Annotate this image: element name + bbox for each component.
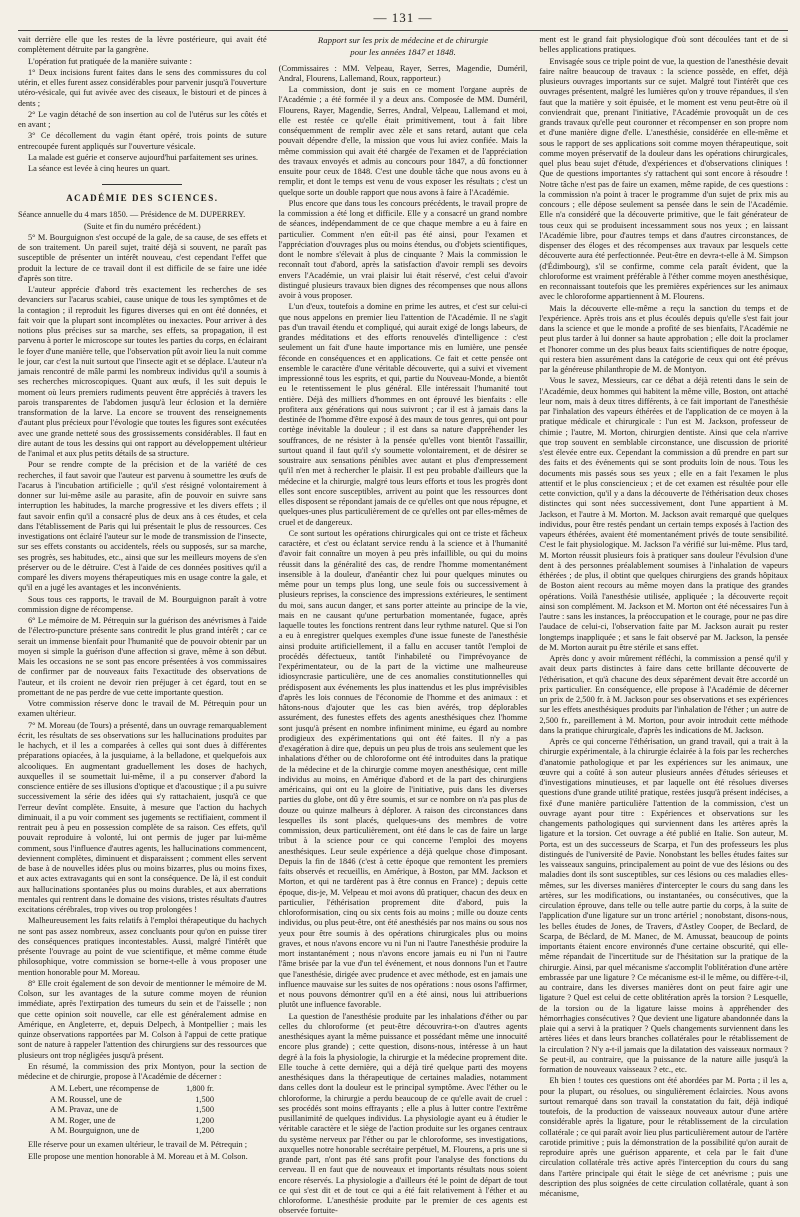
paragraph: Elle réserve pour un examen ultérieur, le travail de M. Pétrequin ; — [28, 1140, 248, 1150]
paragraph: L'un d'eux, toutefois a domine en prime les autres, et c'est sur celui-ci que nous appelons en premier lieu l'attention de l'Académie. Il ne s'agit pas d'un travail étendu et compliqué, qui aurait exigé de longs labeurs, de grandes méditations et des efforts renouvelés d'intelligence : c'est seulement un fait d'une haute importance mis en lumière, une pensée féconde en conséquences et en applications. Ce fait et cette pensée ont ensemble le caractère d'une véritable découverte, qui a suivi et vivement impressionné tous les esprits, et qui, partie du Nouveau-Monde, a bientôt eu le retentissement le plus général. Elle intéressait l'humanité tout entière. Déjà des milliers d'hommes en ont éprouvé les bienfaits : elle profitera aux générations qui nous suivront ; car il est à jamais dans la destinée de l'homme d'être exposé à des maux de tous genres, qui ont pour cortège inévitable la douleur ; il est dans sa nature d'appréhender les souffrances, de ne résister à la pensée qu'elles vont bientôt l'assaillir, surtout quand il faut qu'il s'y soumette volontairement, et de désirer se soustraire aux sensations pénibles avec autant et plus d'empressement qu'il n'en met à rechercher le plaisir. Il est peu probable d'ailleurs que la médecine et la chirurgie, malgré tous leurs efforts et tous les progrès dont elles sont encore susceptibles, arrivent au point que les ressources dont elles disposent se répondant jamais de ce qu'elles ont que nous répugne, et quelques-unes plus particulièrement de ce qu'elles ont par elles-mêmes de cruel et de dangereux. — [278, 302, 528, 527]
paragraph: La séance est levée à cinq heures un quart. — [28, 164, 171, 173]
prize-amount: 1,200 — [195, 1115, 214, 1125]
prize-row — [48, 1095, 216, 1105]
column-2-body — [279, 85, 528, 1217]
commission-members: (Commissaires : MM. Velpeau, Rayer, Serres, Magendie, Duméril, Andral, Flourens, Lallemand, Roux, rapporteur.) — [278, 63, 528, 83]
paragraph: En résumé, la commission des prix Montyon, pour la section de médecine et de chirurgie, propose à l'Académie de décerner : — [18, 1061, 267, 1082]
paragraph: Pour se rendre compte de la précision et de la variété de ces recherches, il faut savoir que l'auteur est parvenu à soumettre les œufs de l'acarus à l'incubation artificielle ; qu'il s'est résigné volontairement à donner sur lui-même asile au parasite, afin de pouvoir en suivre sans interruption les habitudes, la marche progressive et les divers effets ; il faut savoir enfin qu'il a consacré plus de deux ans à ces études, et cela dans l'établissement de Paris qui lui présentait le plus de ressources. Ces investigations ont éclairé l'auteur sur le mode de transmission de l'insecte, sur ses effets constants ou accidentels, réels ou supposés, sur sa marche, ses progrès, ses habitudes, etc., ainsi que sur les meilleurs moyens de s'en préserver ou de le détruire. C'est à l'aide de ces données positives qu'il a comparé les divers moyens thérapeutiques mis en usage contre la gale, et qu'il en a jugé les avantages et les inconvénients. — [18, 460, 267, 593]
paragraph: Vous le savez, Messieurs, car ce débat a déjà retenti dans le sein de l'Académie, deux hommes qui habitent la même ville, Boston, ont attaché leur nom, mais à deux titres différents, à ce fait important de l'anesthésie par l'inhalation des vapeurs éthérées et de l'application de ce moyen à la pratique médicale et chirurgicale : l'un est M. Jackson, professeur de chimie ; l'autre, M. Morton, chirurgien dentiste. Ainsi que cela n'arrive que trop souvent en semblable circonstance, une discussion de priorité s'est élevée entre eux. Cependant la commission a dû prendre en part sur des faits et des événements qui se sont produits loin de nous. Tous les documents mis passés sous ses yeux ; elle en a fait l'examen le plus attentif et le plus consciencieux ; et de cet examen est résultée pour elle cette conviction, qu'il y a dans la découverte de l'éthérisation deux choses distinctes qui sont nées successivement, dont l'une appartient à M. Jackson, et l'autre à M. Morton. M. Jackson avait remarqué que quelques individus, pour être restés pendant un certain temps exposés à l'action des vapeurs éthérées, avaient été momentanément privés de toute sensibilité. C'est le fait physiologique. M. Jackson l'a vérifié sur lui-même. Plus tard, M. Morton réussit plusieurs fois à pratiquer sans douleur l'évulsion d'une dent à des personnes préalablement soumises à l'inhalation de vapeurs éthérées ; de plus, il obtint que quelques chirurgiens des grands hôpitaux de Boston aient recours au même moyen dans la pratique des grandes opérations. Voilà l'anesthésie utilisée, appliquée ; la découverte reçoit ainsi son complément. M. Jackson et M. Morton ont été nécessaires l'un à l'autre : sans les instances, la préoccupation et le courage, pour ne pas dire l'audace de celui-ci, l'observation faite par M. Jackson aurait pu rester longtemps inappliquée ; et sans le fait observé par M. Jackson, la pensée de M. Morton aurait pu être stérile et sans effet. — [539, 376, 789, 652]
paragraph: Après ce qui concerne l'éthérisation, un grand travail, qui a trait à la chirurgie expérimentale, à la chirurgie éclairée à la fois par les recherches d'anatomie pathologique et par les expériences sur les animaux, une œuvre qui a coûté à son auteur plusieurs années d'études sérieuses et d'investigations minutieuses, et par laquelle ont été résolues diverses questions d'une grande utilité pratique, restées jusqu'à présent indécises, a fixé d'une manière particulière l'attention de la commission, c'est un ouvrage ayant pour titre : Expériences et observations sur les changements pathologiques qui surviennent dans les artères après la ligature et la torsion. Cet ouvrage a été publié en Italie. Son auteur, M. Porta, est un des successeurs de Scarpa, et l'un des professeurs les plus distingués de l'université de Pavie. Nonobstant les belles études faites sur les vaisseaux sanguins, principalement au point de vue des lésions ou des maladies dont ils sont susceptibles, sur ces lésions ou ces maladies elles-mêmes, sur les diverses manières d'intercepter le cours du sang dans les artères, sur les modifications, ou instantanées, ou consécutives, que la circulation éprouve, dans telle ou telle autre partie du corps, à la suite de l'application d'une ligature sur un tronc artériel ; nonobstant, disons-nous, les belles études de Jones, de Travers, d'Astley Cooper, de Beclard, de Scarpa, de Béclard, de M. Manec, de M. Amussat, beaucoup de points importants étaient encore environnés d'une certaine obscurité, qui elle-même répandait de l'incertitude sur de l'hésitation sur la pratique de la chirurgie. Ainsi, par quel mécanisme s'accomplit l'oblitération d'une artère embrassée par une ligature ? Ce mécanisme est-il le même, ou diffère-t-il, au contraire, dans les diverses manières dont on peut faire agir une ligature ? Quel est celui de cette oblitération après la torsion ? Lesquelle, de la torsion ou de la ligature laisse moins à appréhender des hémorrhagies consécutives ? Que devient une ligature abandonnée dans la plaie qui a servi à la pratiquer ? Quels changements surviennent dans les artères liées et dans leurs branches collatérales pour le rétablissement de la circulation ? N'y a-t-il jamais que la dilatation des vaisseaux normaux ? Se peut-il, au contraire, que la puissance de la nature aille jusqu'à la formation de nouveaux vaisseaux ? etc., etc. — [539, 737, 789, 1074]
section-divider — [102, 184, 182, 185]
prize-recipient: A M. Pravaz, une de — [50, 1105, 119, 1115]
columns — [18, 35, 789, 1216]
paragraph: 2° Le vagin détaché de son insertion au col de l'utérus sur les côtés et en avant ; — [18, 109, 267, 129]
paragraph: 7° M. Moreau (de Tours) a présenté, dans un ouvrage remarquablement écrit, les résultats de ses observations sur les hallucinations produites par le hachych, et il les a comparées à celles qui sont dues à différentes préparations opiacées, à la jusquiame, à la belladone, et quelquefois aux alcooliques. En augmentant graduellement les doses de hachych, auxquelles il se soumettait lui-même, il a pu conserver d'abord la conscience entière de ses illusions d'optique et d'acoustique ; il a pu suivre successivement la série des idées qui s'y rattachaient, jusqu'à ce que l'erreur devînt complète. Ensuite, à mesure que l'action du hachych diminuait, il a pu voir comment ses jugements se rectifiaient, comment il rentrait peu à peu en possession complète de sa raison. Ces effets, qu'il pouvait reproduire à volonté, lui ont permis de juger par lui-même comment, sous l'influence d'autres agents, les hallucinations commencent, deviennent complètes, diminuent et disparaissent ; comment elles servent de base à de nouvelles idées plus ou moins bizarres, plus ou moins fixes, et aux actes extravagants qui en sont la conséquence. De là, il est conduit aux hallucinations spontanées plus ou moins durables, et aux aberrations mentales qui rentrent dans le domaine des visions, tristes résultats d'autres excitations cérébrales, trop vives ou trop prolongées ! — [18, 720, 267, 915]
paragraph: Ce sont surtout les opérations chirurgicales qui ont ce triste et fâcheux caractère, et c'est ou éclatant service rendu à la science et à l'humanité d'avoir fait connaître un moyen à peu près infaillible, ou qui du moins réussit dans la généralité des cas, de rendre l'homme momentanément insensible à la douleur, d'anéantir chez lui pour quelques minutes ou même pour un temps plus long, une seule fois ou successivement à plusieurs reprises, la conscience des impressions extérieures, le sentiment du moi, sans aucun danger, et sans porter atteinte au principe de la vie, mais en ne causant qu'une perturbation momentanée, fugace, après laquelle toutes les fonctions rentrent dans leur rythme naturel. Que si l'on a eu à enregistrer quelques exemples d'une issue funeste de l'anesthésie ainsi produite artificiellement, il a fallu en accuser tantôt l'emploi de procédés défectueux, tantôt l'inhabileté ou l'imprévoyance de l'expérimentateur, ou de la part de la victime une malheureuse idiosyncrasie particulière, une de ces anomalies constitutionnelles qui prédisposent aux événements les plus inattendus et les plus imprévisibles d'après les lois connues de l'économie de l'homme et des animaux : et hâtons-nous d'ajouter que les cas bien avérés, trop déplorables assurément, des funestes effets des agents anesthésiques chez l'homme sont jusqu'à présent en nombre infiniment minime, eu égard au nombre prodigieux des expérimentations qui ont été faites. Il n'y a pas d'exagération à dire que, depuis un peu plus de trois ans seulement que les inhalations d'éther ou de chloroforme ont été introduites dans la pratique de la médecine et de la chirurgie comme moyen anesthésique, cent mille individus au moins, en Amérique d'abord et de la part des chirurgiens américains, qui ont eu la gloire de l'initiative, puis dans les diverses parties du globe, ont dû y être soumis, et sur ce nombre on n'a pas plus de douze ou quinze malheurs à déplorer. A raison des circonstances dans lesquelles ils sont placés, quelques-uns des membres de votre commission, deux particulièrement, ont été dans le cas de faire un large tribut à la science pour ce qui concerne l'emploi des moyens anesthésiques. Leur seule expérience a déjà quelque chose d'imposant. Depuis la fin de 1846 (c'est à cette époque que remontent les premiers faits observés et recueillis, en Amérique, à Boston, par MM. Jackson et Morton, et qui ne tardèrent pas à être connus en France) ; depuis cette époque, dis-je, M. Velpeau et moi avons dû pratiquer, chacun des deux en particulier, l'éthérisation proprement dite d'abord, puis la chloroformisation, cinq ou six cents fois au moins ; mille ou douze cents individus, ou plus peut-être, ont été anesthésiés par nos mains ou sous nos yeux pour être soumis à des opérations chirurgicales plus ou moins graves, et nous n'avons encore vu ni l'un ni l'autre l'anesthésie produire la mort instantanément ; nous n'avons encore jamais eu ni l'un ni l'autre l'âme brisée par la vue d'un tel événement, et nous donnons l'un et l'autre que l'anesthésie, dirigée avec prudence et avec méthode, est en jamais une influence mauvaise sur les suites de nos opérations : nous osons l'affirmer, et nous pouvons démontrer qu'il en a été ainsi, nous lui attribuerions plutôt une influence favorable. — [278, 528, 528, 1010]
column-1-top-paragraphs — [18, 35, 267, 174]
prize-amount: 1,200 — [195, 1126, 214, 1135]
prize-amount: 1,500 — [195, 1094, 214, 1104]
column-1-closing — [18, 1140, 267, 1162]
prize-row — [48, 1126, 216, 1136]
paragraph: La malade est guérie et conserve aujourd'hui parfaitement ses urines. — [28, 152, 258, 162]
continued-note: (Suite et fin du numéro précédent.) — [83, 221, 201, 231]
prize-row — [48, 1105, 216, 1115]
column-1 — [18, 35, 267, 1161]
prize-recipient: A M. Bourguignon, une de — [50, 1126, 140, 1135]
paragraph: L'auteur apprécie d'abord très exactement les recherches de ses devanciers sur l'acarus scabiei, cause unique de tous les symptômes et de la contagion ; il reproduit les figures diverses qui en ont été données, et fait voir que la plupart sont incomplètes ou inexactes. Pour arriver à des notions plus précises sur sa marche, ses effets, sa propagation, il est parvenu à porter le microscope sur toutes les parties du corps, en éclairant le foyer d'une manière telle, que l'observation pût avoir lieu la nuit comme le jour, car c'est la nuit surtout que l'insecte agit et se déplace. L'auteur n'a jamais rencontré de mâle parmi les nombreux individus qu'il a soumis à ses recherches microscopiques. Quant aux œufs, il les suit depuis le moment où leurs premiers rudiments peuvent être appréciés à travers les parois transparentes de l'abdomen jusqu'à leur éclosion et la dernière transformation de la larve. La encore se trouvent des renseignements d'autant plus précieux pour l'évologie que toutes les figures sont exécutées avec une grande netteté sous des grossissements considérables. Il faut en dire autant de tous les dessins qui ont rapport au développement ultérieur de l'animal et aux plus petits détails de sa structure. — [18, 285, 267, 459]
paragraph: 8° Elle croit également de son devoir de mentionner le mémoire de M. Colson, sur les avantages de la suture comme moyen de réunion immédiate, après l'extirpation des tumeurs du sein et de l'aisselle ; non que cette opinion soit nouvelle, car elle est généralement admise en Amérique, en Angleterre, et, depuis Delpech, à Montpellier ; mais les quinze observations rapportées par M. Colson à l'appui de cette pratique sont de nature à rappeler l'attention des chirurgiens sur des ressources que plusieurs ont trop négligées jusqu'à présent. — [18, 978, 267, 1060]
prize-amount: 1,500 — [195, 1105, 214, 1115]
paragraph: ment est le grand fait physiologique d'où sont découlées tant et de si belles applications pratiques. — [539, 35, 789, 55]
paragraph: Envisagée sous ce triple point de vue, la question de l'anesthésie devait faire naître beaucoup de travaux : la science possède, en effet, déjà plusieurs ouvrages importants sur ce sujet. Malgré tout l'intérêt que ces ouvrages présentent, malgré les lumières qu'on y trouve répandues, il s'en faut que la matière y soit épuisée, et le moment est venu peut-être où il conviendrait que, prenant l'initiative, l'Académie provoquât un de ces grands travaux qu'elle peut couronner et récompenser en son propre nom et d'une manière digne d'elle. L'anesthésie, considérée en elle-même et sous le rapport de ses applications soit comme moyen thérapeutique, soit comme moyen préservatif de la douleur dans les opérations chirurgicales, quel plus beau sujet d'étude, d'expériences et d'observations cliniques ! Que de questions importantes s'y rattachent qui sont encore à résoudre ! Notre tâche n'est pas de faire un examen, même rapide, de ces questions : la commission n'a point à tracer le programme d'un sujet de prix mis au concours ; elle dépose seulement sa pensée dans le sein de l'Académie. Elle n'a considéré que la découverte primitive, que le fait générateur de tous ceux qui se produisent incessamment sous nos yeux ; en laissant l'Académie libre, pour d'autres temps et dans d'autres circonstances, de dispenser des éloges et des récompenses aux travaux par lesquels cette découverte aura été perfectionnée. Peut-être en devra-t-elle à M. Simpson (d'Édimbourg), s'il se confirme, comme cela paraît évident, que la chloroforme est vraiment préférable à l'éther comme moyen anesthésique, en reconnaissant toutefois que les premières expériences sur les animaux avec le chloroforme appartiennent à M. Flourens. — [539, 56, 789, 302]
paragraph: Malheureusement les faits relatifs à l'emploi thérapeutique du hachych ne sont pas assez nombreux, assez concluants pour qu'on en puisse tirer des conséquences pratiques incontestables. Aussi, malgré l'intérêt que présente l'ouvrage au point de vue scientifique, et même comme étude philosophique, votre commission se borne-t-elle à vous proposer une mention honorable pour M. Moreau. — [18, 916, 267, 977]
header-rule — [18, 30, 788, 31]
seance-line: Séance annuelle du 4 mars 1850. — Présidence de M. DUPERREY. — [18, 210, 246, 220]
paragraph: Eh bien ! toutes ces questions ont été abordées par M. Porta ; il les a, pour la plupart, ou résolues, ou singulièrement éclaircies. Nous avons surtout remarqué dans son travail la constatation du fait, déjà indiqué toutefois, de la production de vaisseaux nouveaux autour d'une artère considérable après la ligature, pour le rétablissement de la circulation collatérale ; ce qui paraît avoir lieu plus particulièrement autour de l'artère carotide primitive ; puis la démonstration de la possibilité qu'on aurait de reproduire après une guérison apparente, et cela par le fait d'une circulation collatérale très active après l'interception du cours du sang dans l'artère principale qui était le siège de cet anévrisme ; puis une description des plus soignées de cette circulation collatérale, quant à son mécanisme, — [539, 1076, 789, 1198]
paragraph: 6° Le mémoire de M. Pétrequin sur la guérison des anévrismes à l'aide de l'électro-puncture présente sans contredit le plus grand intérêt ; car ce serait un immense bienfait pour l'humanité que de pouvoir obtenir par un moyen si simple la guérison d'une affection si grave, même à son début. Mais les occasions ne se sont pas encore présentées à vos commissaires de confirmer par de nouveaux faits l'exactitude des observations de l'auteur, et ils croient ne devoir rien préjuger à cet égard, tout en se promettant de ne pas perdre de vue cette importante question. — [18, 616, 267, 697]
paragraph: La commission, dont je suis en ce moment l'organe auprès de l'Académie ; a été formée il y a deux ans. Composée de MM. Duméril, Flourens, Rayer, Magendie, Serres, Andral, Velpeau, Lallemand et moi, elle est restée ce qu'elle était primitivement, tout à fait libre conséquemment de remplir avec zèle et sans retard, autant que cela pouvait dépendre d'elle, la mission que vous lui aviez confiée. Mais la même commission qui avait été chargée de l'examen et de l'appréciation des travaux envoyés et admis au concours pour 1847, a dû fonctionner ensuite pour ceux de 1848. C'est une double tâche que nous avons eu à remplir, et dont le temps est venu de vous exposer les résultats ; c'est un quelque sorte un double rapport que nous avons à faire à l'Académie. — [278, 85, 528, 197]
paragraph: 3° Ce décollement du vagin étant opéré, trois points de suture entrecoupée furent appliqués sur l'ouverture vésicale. — [18, 131, 267, 151]
paragraph: 1° Deux incisions furent faites dans le sens des commissures du col utérin, et elles furent assez considérables pour parvenir jusqu'à l'ouverture utéro-vésicale, qui fut avivée avec des ciseaux, le bistouri et de pinces à dents ; — [18, 67, 267, 108]
paragraph: Elle propose une mention honorable à M. Moreau et à M. Colson. — [28, 1151, 248, 1161]
paragraph: vait derrière elle que les restes de la lèvre postérieure, qui avait été complètement détruite par la gangrène. — [18, 35, 267, 55]
column-3-body — [539, 35, 788, 1199]
paragraph: L'opération fut pratiquée de la manière suivante : — [28, 56, 192, 66]
prize-recipient: A M. Roussel, une de — [50, 1094, 122, 1104]
prize-amount: 1,800 fr. — [185, 1084, 214, 1094]
column-3 — [539, 35, 789, 1198]
paragraph: La question de l'anesthésie produite par les inhalations d'éther ou par celles du chloroforme (et peut-être découvrira-t-on d'autres agents anesthésiques ayant la même puissance et possédant même une innocuité encore plus grande) ; cette question, disons-nous, intéresse à un haut degré à la fois la physiologie, la chirurgie et la médecine proprement dite. Elle touche à cette dernière, qui a déjà tiré quelque parti des moyens anesthésiques dans la thérapeutique de certaines maladies, notamment dans celles dont la douleur est le principal symptôme. Avec l'éther ou le chloroforme, la chirurgie a perdu beaucoup de ce qu'elle avait de cruel : ses procédés sont moins effrayants ; elle a plus à lutter contre l'extrême pusillanimité de quelques individus. La physiologie ayant eu à étudier le véritable caractère et le siège de l'action produite sur les organes centraux du système nerveux par l'éther ou par le chloroforme, ses investigations, auxquelles notre honorable secrétaire perpétuel, M. Flourens, a pris une si grande part, n'ont pas été sans profit pour l'analyse des fonctions du cerveau. Il en faut que de nouveaux et importants résultats nous soient encore réservés. La physiologie a d'ailleurs été le point de départ de tout ce qui s'est dit et de tout ce qui a été fait relativement à l'éther et au chloroforme. L'anesthésie produite par le premier de ces agents est observée fortuite- — [278, 1011, 528, 1216]
paragraph: Sous tous ces rapports, le travail de M. Bourguignon paraît à votre commission digne de récompense. — [18, 594, 267, 614]
paragraph: Mais la découverte elle-même a reçu la sanction du temps et de l'expérience. Après trois ans et plus écoulés depuis qu'elle s'est fait jour dans la science et que le monde a profité de ses bienfaits, l'Académie ne peut plus tarder à lui donner sa haute approbation ; elle doit la proclamer et l'honorer comme un des plus beaux faits scientifiques de notre époque, qui restera bien assurément dans la catégorie de ceux qui ont été prévus par la généreuse philanthropie de M. de Montyon. — [539, 303, 789, 374]
page-number: — 131 — — [373, 10, 433, 25]
paragraph: Après donc y avoir mûrement réfléchi, la commission a pensé qu'il y avait deux parts distinctes à faire dans cette brillante découverte de l'éthérisation, et qu'à chacune des deux séparément devait être accordé un prix particulier. En conséquence, elle propose à l'Académie de décerner un prix de 2,500 fr. à M. Jackson pour ses observations et ses expériences sur les effets anesthésiques produits par l'inhalation de l'éther ; un autre de 2,500 fr., pareillement à M. Morton, pour avoir introduit cette méthode dans la pratique chirurgicale, d'après les indications de M. Jackson. — [539, 654, 789, 735]
paragraph: 5° M. Bourguignon s'est occupé de la gale, de sa cause, de ses effets et de son traitement. Un pareil sujet, traité déjà si souvent, ne paraît pas susceptible de présenter un intérêt nouveau, c'est cependant l'effet que produit la lecture de ce travail dont il est difficile de se faire une idée d'après son titre. — [18, 232, 267, 283]
column-1-body — [18, 233, 267, 1083]
report-title: Rapport sur les prix de médecine et de chirurgie — [317, 35, 489, 45]
column-2 — [278, 35, 528, 1216]
section-title: ACADÉMIE DES SCIENCES. — [66, 193, 219, 204]
prize-row — [48, 1116, 216, 1126]
prize-recipient: A M. Lebert, une récompense de — [50, 1084, 160, 1094]
prize-row — [48, 1084, 216, 1094]
paragraph: Plus encore que dans tous les concours précédents, le travail propre de la commission a été long et difficile. Elle y a consacré un grand nombre de séances, indépendamment de ce que chaque membre a eu à faire en particulier. Comment n'en eût-il pas été ainsi, pour l'examen et l'appréciation d'ouvrages plus ou moins étendus, ou d'objets scientifiques, dont le nombre s'élevait à plus de cinquante ? Mais la commission le reconnaît tout d'abord, après la satisfaction d'avoir rempli ses devoirs envers l'Académie, un vrai plaisir lui était réservé, c'est celui d'avoir distingué plusieurs travaux bien dignes des récompenses que nous allons avoir à vous proposer. — [278, 198, 528, 301]
report-subtitle: pour les années 1847 et 1848. — [350, 46, 456, 57]
prize-table — [48, 1084, 216, 1136]
prize-recipient: A M. Roger, une de — [50, 1115, 116, 1125]
paragraph: Votre commission réserve donc le travail de M. Pétrequin pour un examen ultérieur. — [18, 699, 267, 719]
